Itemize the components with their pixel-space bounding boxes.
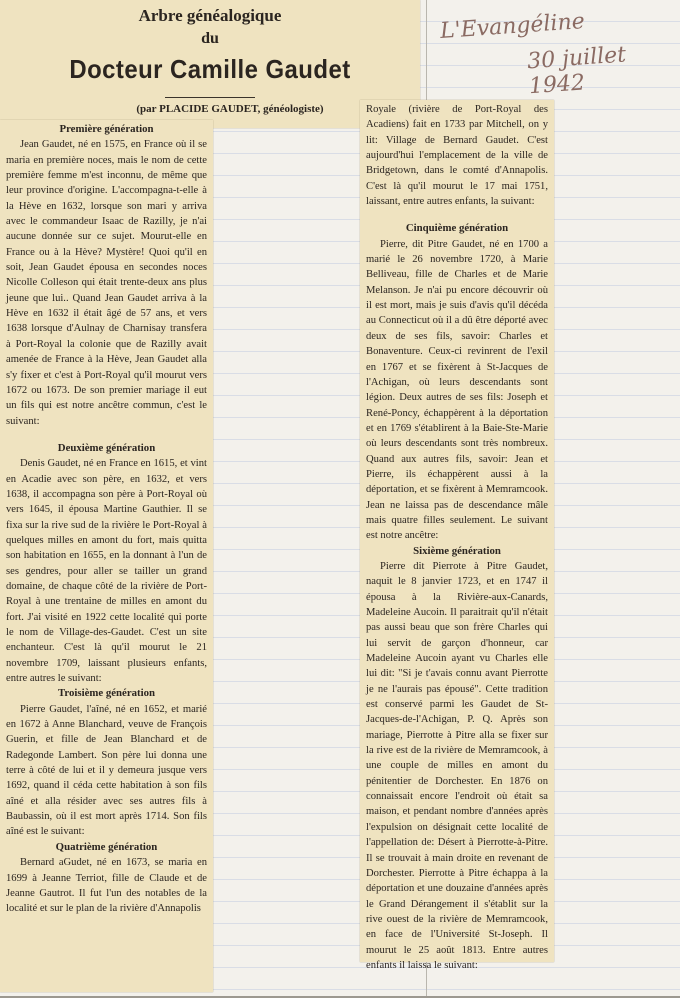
- byline: (par PLACIDE GAUDET, généologiste): [136, 103, 324, 115]
- section-paragraph-continued: Royale (rivière de Port-Royal des Acadiens) fait en 1733 par Mitchell, on y lit: Village de Bernard Gaudet. C'est aujourd'hui l'emplacement de la ville de Bridgetown, dans le comté d'Annapolis. C'est là qu'il mourut le 17 mai 1751, laissant, entre autres enfants, la suivant:: [366, 104, 548, 208]
- section-paragraph: Pierre, dit Pitre Gaudet, né en 1700 a marié le 26 novembre 1720, à Marie Belliveau, fille de Charles et de Marie Melanson. Je n'ai pu encore découvrir où il est mort, mais je suis d'avis qu'il décéda au Connecticut où il a dû être déporté avec deux de ses fils, savoir: Charles et Bonaventure. Ceux-ci revinrent de l'exil en 1767 et se fixèrent à St-Jacques de l'Achigan, où leurs descendants sont légion. Deux autres de ses fils: Joseph et René-Poncy, échappèrent à la déportation et en 1769 s'établirent à la Baie-Ste-Marie où leurs descendants sont très nombreux. Quand aux autres fils, savoir: Jean et Pierre, ils échappèrent aussi à la déportation, et se fixèrent à Memramcook. Jean ne laissa pas de descendance mâle mais quatre filles seulement. Le suivant est notre ancêtre:: [366, 238, 548, 542]
- handwritten-date: 30 juillet 1942: [526, 42, 627, 100]
- section-heading: Quatrième génération: [55, 840, 158, 853]
- title-rule: [165, 97, 255, 98]
- section-paragraph: Denis Gaudet, né en France en 1615, et vint en Acadie avec son père, en 1632, et vers 1638, il accompagna son père à Port-Royal où vers 1645, il épousa Martine Gauthier. Il se fixa sur la rive sud de la rivière le Port-Royal à quelques milles en amont du fort, mais quitta son habitation en 1655, en la donnant à l'un de ses gendres, pour aller se tailler un grand domaine, de chaque côté de la rivière de Port-Royal à une trentaine de milles en amont du fort. J'ai visité en 1922 cette localité qui porte le nom de Village-des-Gaudet. C'est un site enchanteur. C'est là qu'il mourut le 21 novembre 1709, laissant plusieurs enfants, entre autres le suivant:: [6, 458, 207, 685]
- section-heading: Cinquième génération: [405, 222, 509, 235]
- section-heading: Sixième génération: [413, 544, 501, 557]
- title-line-2: du: [201, 30, 219, 47]
- article-column-left: [0, 120, 213, 992]
- article-title: Docteur Camille Gaudet: [69, 54, 351, 84]
- title-line-1: Arbre généalogique: [138, 6, 282, 25]
- handwritten-newspaper-name: L'Evangéline: [439, 8, 586, 45]
- section-paragraph: Jean Gaudet, né en 1575, en France où il se maria en première noces, mais le nom de cette première femme m'est inconnu, de même que leur province d'origine. L'accompagna-t-elle à la Hève en 1632, lorsque son mari y arriva avec le commandeur Isaac de Razilly, je n'ai aucune donnée sur ce sujet. Mourut-elle en France ou à la Hève? Mystère! Quoi qu'il en soit, Jean Gaudet épousa en secondes noces Nicolle Colleson qui était trente-deux ans plus jeune que lui.. Quand Jean Gaudet arriva à la Hève en 1632 il était âgé de 57 ans, et vers 1638 lorsque d'Aulnay de Charnisay transfera à Port-Royal la colonie que de Razilly avait amenée de France à la Hève, Jean Gaudet alla s'y fixer et c'est à Port-Royal qu'il mourut vers 1672 ou 1673. De son premier mariage il eut un fils qui est notre ancêtre commun, c'est le suivant:: [6, 139, 207, 427]
- section-paragraph: Pierre Gaudet, l'aîné, né en 1652, et marié en 1672 à Anne Blanchard, veuve de François Guerin, et fille de Jean Blanchard et de Radegonde Lambert. Son père lui donna une terre à côté de lui et il y demeura jusque vers 1692, quand il céda cette habitation à son fils aîné et alla résider avec ses autres fils à Baubassin, où il est mort après 1714. Son fils aîné est le suivant:: [6, 703, 207, 838]
- article-column-right: [360, 100, 554, 971]
- section-heading: Troisième génération: [57, 687, 156, 700]
- article-header: [0, 0, 420, 128]
- section-paragraph: Pierre dit Pierrote à Pitre Gaudet, naquit le 8 janvier 1723, et en 1747 il épousa à la Rivière-aux-Canards, Madeleine Aucoin. Il paraitrait qu'il n'était pas aussi beau que son frère Charles qui lui servit de garçon d'honneur, car Madeleine Aucoin ayant vu Charles elle lui dit: "Si je t'avais connu avant Pierrotte je ne l'aurais pas épousé". Cette tradition est conservé parmi les Gaudet de St-Jacques-de-l'Achigan, P. Q. Après son mariage, Pierrotte à Pitre alla se fixer sur la rive est de la rivière de Memramcook, à une couple de milles en amont du pénitentier de Dorchester. En 1876 on connaissait encore l'endroit où était sa maison, et pendant nombre d'années après l'expulsion on désignait cette localité de l'appellation de: Désert à Pierrotte-à-Pitre. Il se trouvait à main droite en revenant de Dorchester. Pierrotte à Pitre échappa à la déportation et une douzaine d'années après le Grand Dérangement il s'établit sur la rive ouest de la rivière de Memramcook, en face de l'Université St-Joseph. Il mourut le 25 août 1813. Entre autres enfants il laissa le suivant:: [366, 560, 548, 971]
- section-heading: Deuxième génération: [57, 441, 156, 454]
- section-paragraph: Bernard aGudet, né en 1673, se maria en 1699 à Jeanne Terriot, fille de Claude et de Jeanne Gautrot. Il fut l'un des notables de la localité et sur le plan de la rivière d'Annapolis: [6, 857, 207, 915]
- section-heading: Première génération: [59, 123, 154, 135]
